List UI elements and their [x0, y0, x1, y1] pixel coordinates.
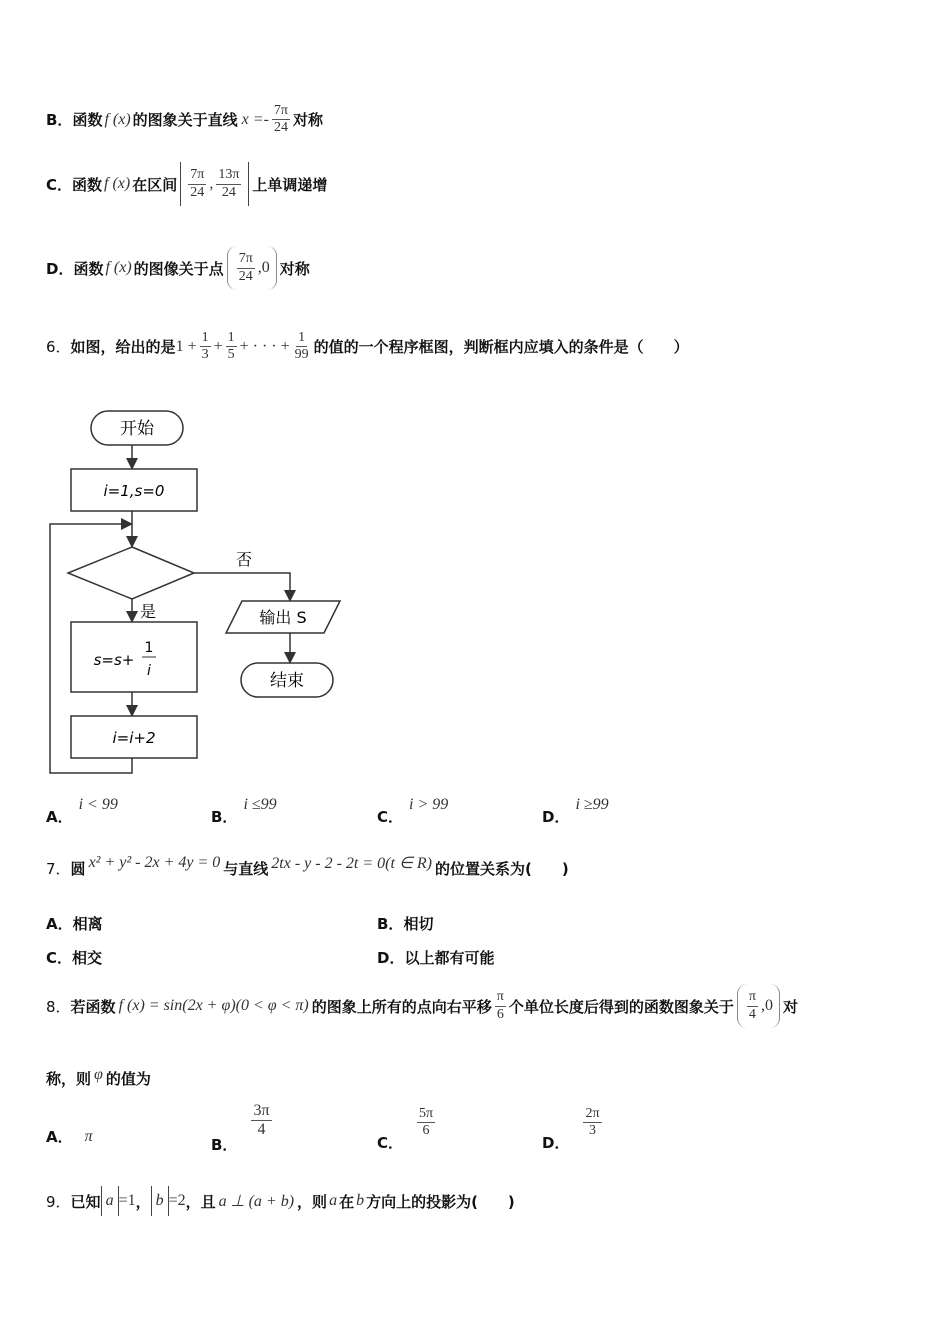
option-letter: D． [46, 259, 74, 278]
q5-option-c [46, 162, 327, 206]
q8-stem [46, 984, 798, 1028]
q5-option-d [46, 246, 310, 290]
update-s-denominator: i [147, 663, 151, 679]
denominator: 4 [748, 1006, 756, 1022]
option-letter: C． [377, 808, 404, 826]
option-letter: C． [46, 175, 73, 194]
option-text: 的图像关于点 [133, 259, 224, 278]
point [227, 246, 277, 290]
option-value: 以上都有可能 [404, 949, 495, 967]
output-label: 输出 S [259, 608, 307, 627]
separator: ， [135, 1192, 151, 1211]
option-value: i < 99 [78, 795, 118, 813]
q8-option-d [542, 1106, 605, 1153]
question-text: 称，则 [46, 1070, 92, 1088]
option-text: 函数 [73, 259, 104, 278]
question-number: 8． [46, 997, 71, 1016]
question-number: 9． [46, 1192, 71, 1211]
numerator: 7π [188, 167, 206, 184]
question-text: 如图，给出的是 [70, 338, 176, 357]
q7-option-c [46, 947, 102, 968]
numerator: 1 [296, 330, 307, 347]
denominator: 24 [221, 184, 236, 200]
q6-option-b [211, 795, 277, 827]
abs-b: b [151, 1186, 169, 1216]
fraction [251, 1102, 271, 1140]
line-eq: x =- [241, 110, 269, 128]
question-text: 的值为 [105, 1070, 151, 1088]
question-text: 方向上的投影为( ) [366, 1192, 515, 1211]
option-letter: D． [542, 808, 570, 826]
series-dots: + · · · + [239, 337, 290, 355]
q7-option-a [46, 913, 103, 934]
denominator: 99 [294, 347, 309, 363]
q7-stem [46, 853, 569, 879]
question-number: 6． [46, 338, 71, 357]
q6-option-c [377, 795, 449, 827]
phi-symbol: φ [94, 1065, 103, 1083]
q8-stem-line2 [46, 1065, 151, 1089]
option-value: i > 99 [409, 795, 449, 813]
question-text: 已知 [70, 1192, 101, 1211]
option-letter: B． [211, 1136, 238, 1155]
numerator: 1 [226, 330, 237, 347]
numerator: 13π [216, 167, 241, 184]
vector-b: b [356, 1192, 365, 1209]
numerator: 1 [200, 330, 211, 347]
decision-diamond [68, 547, 194, 599]
abs-a: a [101, 1186, 119, 1216]
fraction [216, 167, 241, 200]
q8-option-a [46, 1126, 93, 1147]
fraction [237, 251, 255, 284]
option-value: i ≥99 [575, 795, 609, 813]
option-letter: C． [46, 949, 73, 967]
fraction [200, 330, 211, 363]
q5-option-b [46, 103, 323, 136]
yes-label: 是 [139, 602, 157, 621]
option-letter: C． [377, 1134, 404, 1153]
end-label: 结束 [270, 671, 304, 691]
option-value: π [84, 1127, 93, 1145]
equals-value: =2 [168, 1192, 186, 1209]
numerator: 7π [272, 103, 290, 120]
option-value: 相离 [72, 915, 103, 933]
numerator: 5π [417, 1106, 435, 1123]
option-letter: B． [377, 915, 404, 933]
denominator: 5 [227, 347, 235, 363]
plus-sign: + [213, 337, 223, 355]
q7-option-d [377, 947, 494, 968]
option-value: 相交 [72, 949, 103, 967]
question-text: 在 [339, 1192, 355, 1211]
question-text: 的图象上所有的点向右平移 [311, 997, 492, 1016]
line-equation: 2tx - y - 2 - 2t = 0(t ∈ R) [271, 854, 432, 872]
q9-stem [46, 1186, 515, 1216]
denominator: 6 [422, 1123, 430, 1139]
denominator: 24 [273, 120, 288, 136]
fraction [747, 989, 758, 1022]
q6-option-a [46, 795, 118, 827]
denominator: 3 [201, 347, 209, 363]
fraction [495, 989, 506, 1022]
denominator: 4 [257, 1121, 266, 1139]
denominator: 24 [190, 184, 205, 200]
function-expr: f (x) [105, 259, 132, 276]
option-text: 的图象关于直线 [132, 111, 238, 130]
question-text: 圆 [70, 860, 86, 878]
option-letter: A． [46, 915, 73, 933]
option-text: 对称 [279, 259, 310, 278]
question-text: ，且 [185, 1192, 216, 1211]
option-text: 函数 [72, 111, 103, 130]
fraction [417, 1106, 435, 1139]
question-text: 个单位长度后得到的函数图象关于 [508, 997, 734, 1016]
option-letter: B． [211, 808, 238, 826]
option-text: 对称 [292, 111, 323, 130]
option-text: 函数 [72, 175, 103, 194]
point-tail: ,0 [760, 997, 773, 1014]
question-text: 对 [782, 997, 798, 1016]
start-label: 开始 [120, 419, 154, 439]
numerator: 2π [583, 1106, 601, 1123]
no-branch-arrow [194, 573, 290, 599]
flowchart [44, 405, 344, 777]
function-expr: f (x) [104, 110, 131, 128]
numerator: π [747, 989, 758, 1006]
option-letter: D． [377, 949, 405, 967]
option-value: 相切 [403, 915, 434, 933]
option-letter: A． [46, 808, 73, 826]
fraction [272, 103, 290, 136]
perpendicular-expr: a ⊥ (a + b) [218, 1193, 295, 1210]
q7-option-b [377, 913, 433, 934]
function-expr: f (x) = sin(2x + φ)(0 < φ < π) [118, 997, 309, 1014]
point [737, 984, 780, 1028]
update-s-numerator: 1 [144, 640, 154, 656]
question-text: 的位置关系为( ) [434, 860, 569, 878]
vector-a: a [329, 1192, 338, 1209]
init-label: i=1,s=0 [103, 482, 165, 500]
q8-option-b [211, 1102, 275, 1155]
denominator: 24 [238, 268, 253, 284]
series-start: 1 + [175, 337, 197, 355]
fraction [293, 330, 311, 363]
option-value: i ≤99 [243, 795, 277, 813]
q6-stem [46, 330, 689, 363]
q8-option-c [377, 1106, 438, 1153]
numerator: 7π [237, 251, 255, 268]
question-text: 与直线 [223, 860, 269, 878]
denominator: 3 [588, 1123, 596, 1139]
q6-option-d [542, 795, 609, 827]
function-expr: f (x) [104, 175, 131, 192]
option-text: 上单调递增 [252, 175, 328, 194]
option-letter: D． [542, 1134, 570, 1153]
point-tail: ,0 [257, 259, 270, 276]
numerator: π [495, 989, 506, 1006]
question-text: 的值的一个程序框图，判断框内应填入的条件是（ ） [313, 338, 689, 357]
equals-value: =1 [118, 1192, 136, 1209]
update-s-label: s=s+ [93, 651, 135, 669]
interval [180, 162, 249, 206]
denominator: 6 [496, 1006, 504, 1022]
option-text: 在区间 [132, 175, 178, 194]
fraction [226, 330, 237, 363]
option-letter: B． [46, 111, 73, 130]
update-i-label: i=i+2 [112, 729, 156, 747]
fraction [188, 167, 206, 200]
comma: , [209, 175, 214, 192]
question-text: 若函数 [70, 997, 116, 1016]
fraction [583, 1106, 601, 1139]
numerator: 3π [251, 1102, 271, 1121]
question-text: ，则 [297, 1192, 328, 1211]
circle-equation: x² + y² - 2x + 4y = 0 [88, 853, 221, 871]
option-letter: A． [46, 1128, 73, 1146]
question-number: 7． [46, 860, 71, 878]
no-label: 否 [235, 550, 253, 569]
